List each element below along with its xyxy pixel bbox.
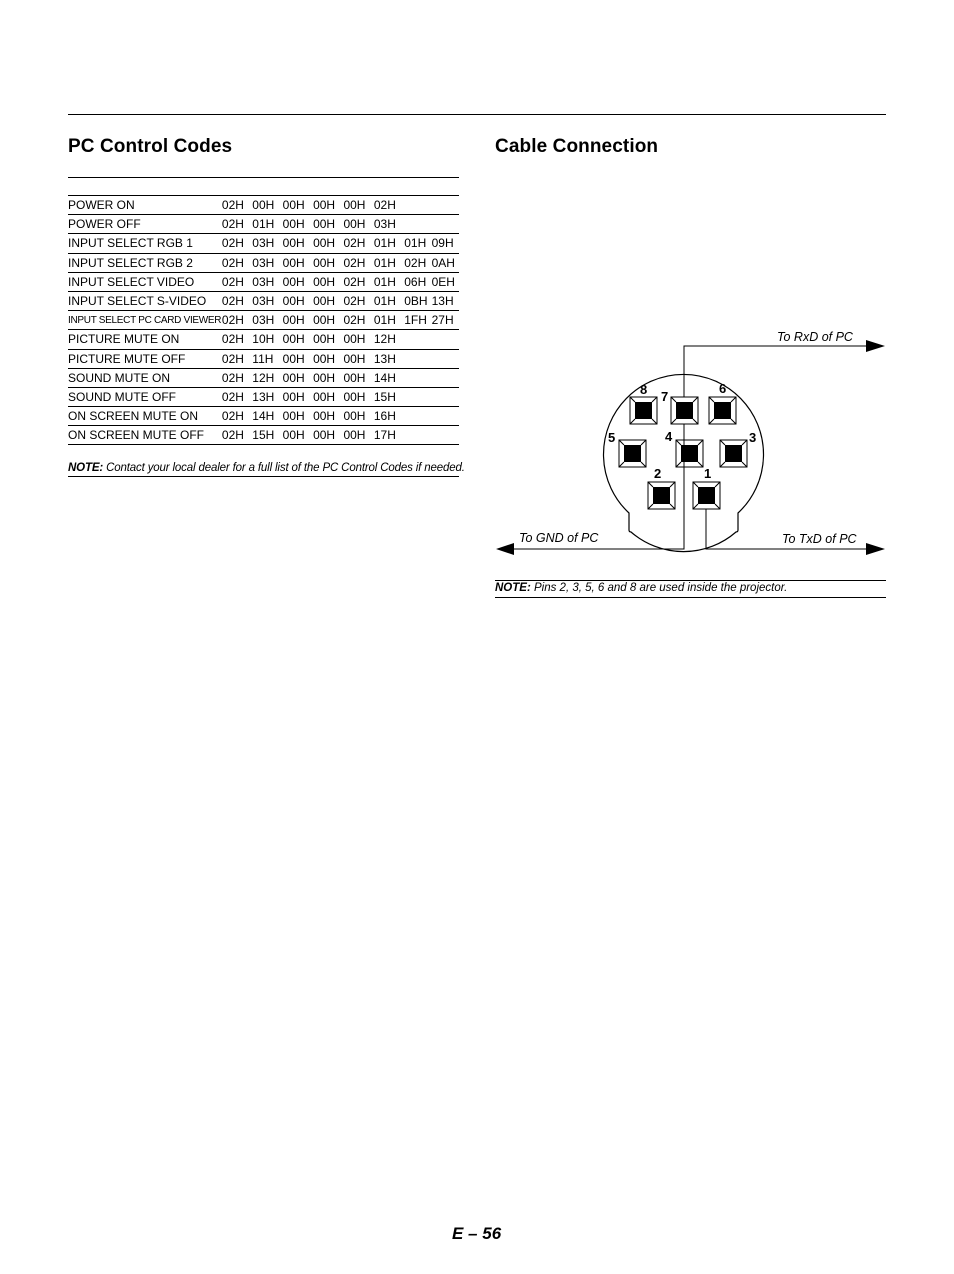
gnd-label: To GND of PC <box>519 531 599 545</box>
code-byte: 09H <box>432 234 459 253</box>
txd-label: To TxD of PC <box>782 532 857 546</box>
table-row <box>68 368 459 387</box>
code-byte: 00H <box>283 368 313 387</box>
pin-5 <box>619 440 646 467</box>
txd-arrow <box>866 543 885 555</box>
code-byte <box>404 330 431 349</box>
code-byte <box>404 407 431 426</box>
code-byte: 02H <box>343 291 373 310</box>
control-codes-table <box>68 195 459 445</box>
code-byte: 1FH <box>404 311 431 330</box>
code-byte: 02H <box>374 196 404 215</box>
code-byte: 02H <box>222 196 252 215</box>
code-byte: 02H <box>343 311 373 330</box>
table-row <box>68 330 459 349</box>
pin-label-6: 6 <box>719 381 727 396</box>
cable-connection-heading: Cable Connection <box>495 136 659 157</box>
pin-label-3: 3 <box>749 430 757 445</box>
code-byte: 00H <box>343 368 373 387</box>
note-text: Contact your local dealer for a full list of the PC Control Codes if needed. <box>103 462 465 474</box>
code-byte: 12H <box>252 368 282 387</box>
code-byte: 00H <box>313 196 343 215</box>
command-label: SOUND MUTE OFF <box>68 387 222 406</box>
code-byte: 27H <box>432 311 459 330</box>
code-byte <box>432 387 459 406</box>
code-byte: 13H <box>432 291 459 310</box>
code-byte <box>404 215 431 234</box>
code-byte: 00H <box>313 349 343 368</box>
code-byte: 0AH <box>432 253 459 272</box>
code-byte: 00H <box>343 349 373 368</box>
code-byte: 01H <box>374 253 404 272</box>
table-row <box>68 407 459 426</box>
code-byte: 00H <box>283 291 313 310</box>
code-byte: 02H <box>222 349 252 368</box>
note-text: Pins 2, 3, 5, 6 and 8 are used inside the projector. <box>530 582 788 594</box>
control-codes-note <box>68 462 465 477</box>
code-byte: 00H <box>283 387 313 406</box>
table-row <box>68 215 459 234</box>
code-byte: 01H <box>374 311 404 330</box>
command-label: INPUT SELECT RGB 1 <box>68 234 222 253</box>
code-byte: 11H <box>252 349 282 368</box>
code-byte: 00H <box>283 253 313 272</box>
note-label: NOTE: <box>68 462 104 474</box>
command-label: PICTURE MUTE ON <box>68 330 222 349</box>
command-label: INPUT SELECT RGB 2 <box>68 253 222 272</box>
pin-1 <box>693 482 720 509</box>
code-byte: 00H <box>343 387 373 406</box>
code-byte: 00H <box>313 368 343 387</box>
cable-note <box>495 580 886 598</box>
pc-control-codes-heading: PC Control Codes <box>68 136 233 157</box>
table-row <box>68 196 459 215</box>
code-byte: 01H <box>374 234 404 253</box>
code-byte: 00H <box>283 349 313 368</box>
code-byte: 01H <box>374 291 404 310</box>
code-byte: 00H <box>313 215 343 234</box>
code-byte <box>432 407 459 426</box>
code-byte: 03H <box>252 234 282 253</box>
code-byte: 12H <box>374 330 404 349</box>
code-byte: 02H <box>222 407 252 426</box>
code-byte: 00H <box>283 215 313 234</box>
table-row <box>68 253 459 272</box>
table-row <box>68 349 459 368</box>
code-byte: 00H <box>313 234 343 253</box>
code-byte: 00H <box>283 407 313 426</box>
code-byte: 00H <box>252 196 282 215</box>
command-label: INPUT SELECT S-VIDEO <box>68 291 222 310</box>
table-top-rule <box>68 177 459 178</box>
code-byte: 15H <box>252 426 282 445</box>
code-byte: 02H <box>343 272 373 291</box>
code-byte: 00H <box>343 407 373 426</box>
code-byte: 02H <box>222 368 252 387</box>
code-byte: 00H <box>343 426 373 445</box>
page-number: E – 56 <box>452 1224 502 1243</box>
gnd-arrow <box>496 543 514 555</box>
code-byte: 00H <box>283 234 313 253</box>
command-label: POWER ON <box>68 196 222 215</box>
code-byte: 00H <box>343 196 373 215</box>
code-byte: 00H <box>283 311 313 330</box>
code-byte: 14H <box>252 407 282 426</box>
code-byte: 03H <box>374 215 404 234</box>
table-row <box>68 387 459 406</box>
command-label: ON SCREEN MUTE ON <box>68 407 222 426</box>
code-byte: 06H <box>404 272 431 291</box>
rxd-label: To RxD of PC <box>777 330 853 344</box>
code-byte: 00H <box>283 196 313 215</box>
pin-7 <box>671 397 698 424</box>
code-byte: 02H <box>222 330 252 349</box>
code-byte: 01H <box>374 272 404 291</box>
code-byte: 02H <box>343 234 373 253</box>
code-byte: 00H <box>313 387 343 406</box>
code-byte: 03H <box>252 253 282 272</box>
code-byte: 03H <box>252 272 282 291</box>
pin-label-1: 1 <box>704 466 712 481</box>
code-byte: 02H <box>222 234 252 253</box>
code-byte <box>404 368 431 387</box>
command-label: INPUT SELECT PC CARD VIEWER <box>68 311 222 330</box>
code-byte: 02H <box>222 311 252 330</box>
table-row <box>68 234 459 253</box>
code-byte: 00H <box>313 426 343 445</box>
code-byte: 00H <box>283 426 313 445</box>
code-byte: 0BH <box>404 291 431 310</box>
command-label: INPUT SELECT VIDEO <box>68 272 222 291</box>
code-byte <box>432 215 459 234</box>
code-byte: 00H <box>313 291 343 310</box>
code-byte: 00H <box>283 330 313 349</box>
table-row <box>68 272 459 291</box>
code-byte: 02H <box>222 272 252 291</box>
pin-6 <box>709 397 736 424</box>
pin-label-2: 2 <box>654 466 662 481</box>
table-row <box>68 311 459 330</box>
pin-3 <box>720 440 747 467</box>
code-byte: 02H <box>222 253 252 272</box>
code-byte <box>432 349 459 368</box>
pin-label-5: 5 <box>608 430 616 445</box>
code-byte <box>404 426 431 445</box>
command-label: SOUND MUTE ON <box>68 368 222 387</box>
code-byte: 13H <box>252 387 282 406</box>
code-byte: 02H <box>222 215 252 234</box>
code-byte <box>404 196 431 215</box>
command-label: PICTURE MUTE OFF <box>68 349 222 368</box>
code-byte: 00H <box>313 330 343 349</box>
pin-label-7: 7 <box>661 389 669 404</box>
code-byte: 00H <box>343 330 373 349</box>
code-byte: 03H <box>252 311 282 330</box>
note-label: NOTE: <box>495 582 531 594</box>
rxd-arrow <box>866 340 885 352</box>
code-byte: 15H <box>374 387 404 406</box>
code-byte: 00H <box>313 272 343 291</box>
code-byte: 13H <box>374 349 404 368</box>
command-label: POWER OFF <box>68 215 222 234</box>
mini-din-8-pin-diagram <box>490 320 890 565</box>
code-byte: 00H <box>283 272 313 291</box>
code-byte: 02H <box>222 387 252 406</box>
code-byte: 00H <box>313 253 343 272</box>
code-byte: 02H <box>404 253 431 272</box>
code-byte: 02H <box>343 253 373 272</box>
pin-label-8: 8 <box>640 382 648 397</box>
code-byte: 00H <box>343 215 373 234</box>
code-byte: 02H <box>222 426 252 445</box>
code-byte: 0EH <box>432 272 459 291</box>
code-byte: 14H <box>374 368 404 387</box>
pin-4 <box>676 440 703 467</box>
code-byte: 02H <box>222 291 252 310</box>
code-byte: 03H <box>252 291 282 310</box>
code-byte: 10H <box>252 330 282 349</box>
code-byte <box>432 426 459 445</box>
rxd-wire <box>684 346 868 397</box>
code-byte: 01H <box>252 215 282 234</box>
code-byte: 16H <box>374 407 404 426</box>
code-byte <box>404 387 431 406</box>
table-row <box>68 426 459 445</box>
pin-8 <box>630 397 657 424</box>
command-label: ON SCREEN MUTE OFF <box>68 426 222 445</box>
code-byte <box>432 330 459 349</box>
table-row <box>68 291 459 310</box>
top-rule <box>68 114 886 115</box>
pin-2 <box>648 482 675 509</box>
pin-label-4: 4 <box>665 429 673 444</box>
code-byte: 00H <box>313 407 343 426</box>
code-byte: 00H <box>313 311 343 330</box>
code-byte: 01H <box>404 234 431 253</box>
code-byte: 17H <box>374 426 404 445</box>
code-byte <box>404 349 431 368</box>
code-byte <box>432 196 459 215</box>
code-byte <box>432 368 459 387</box>
